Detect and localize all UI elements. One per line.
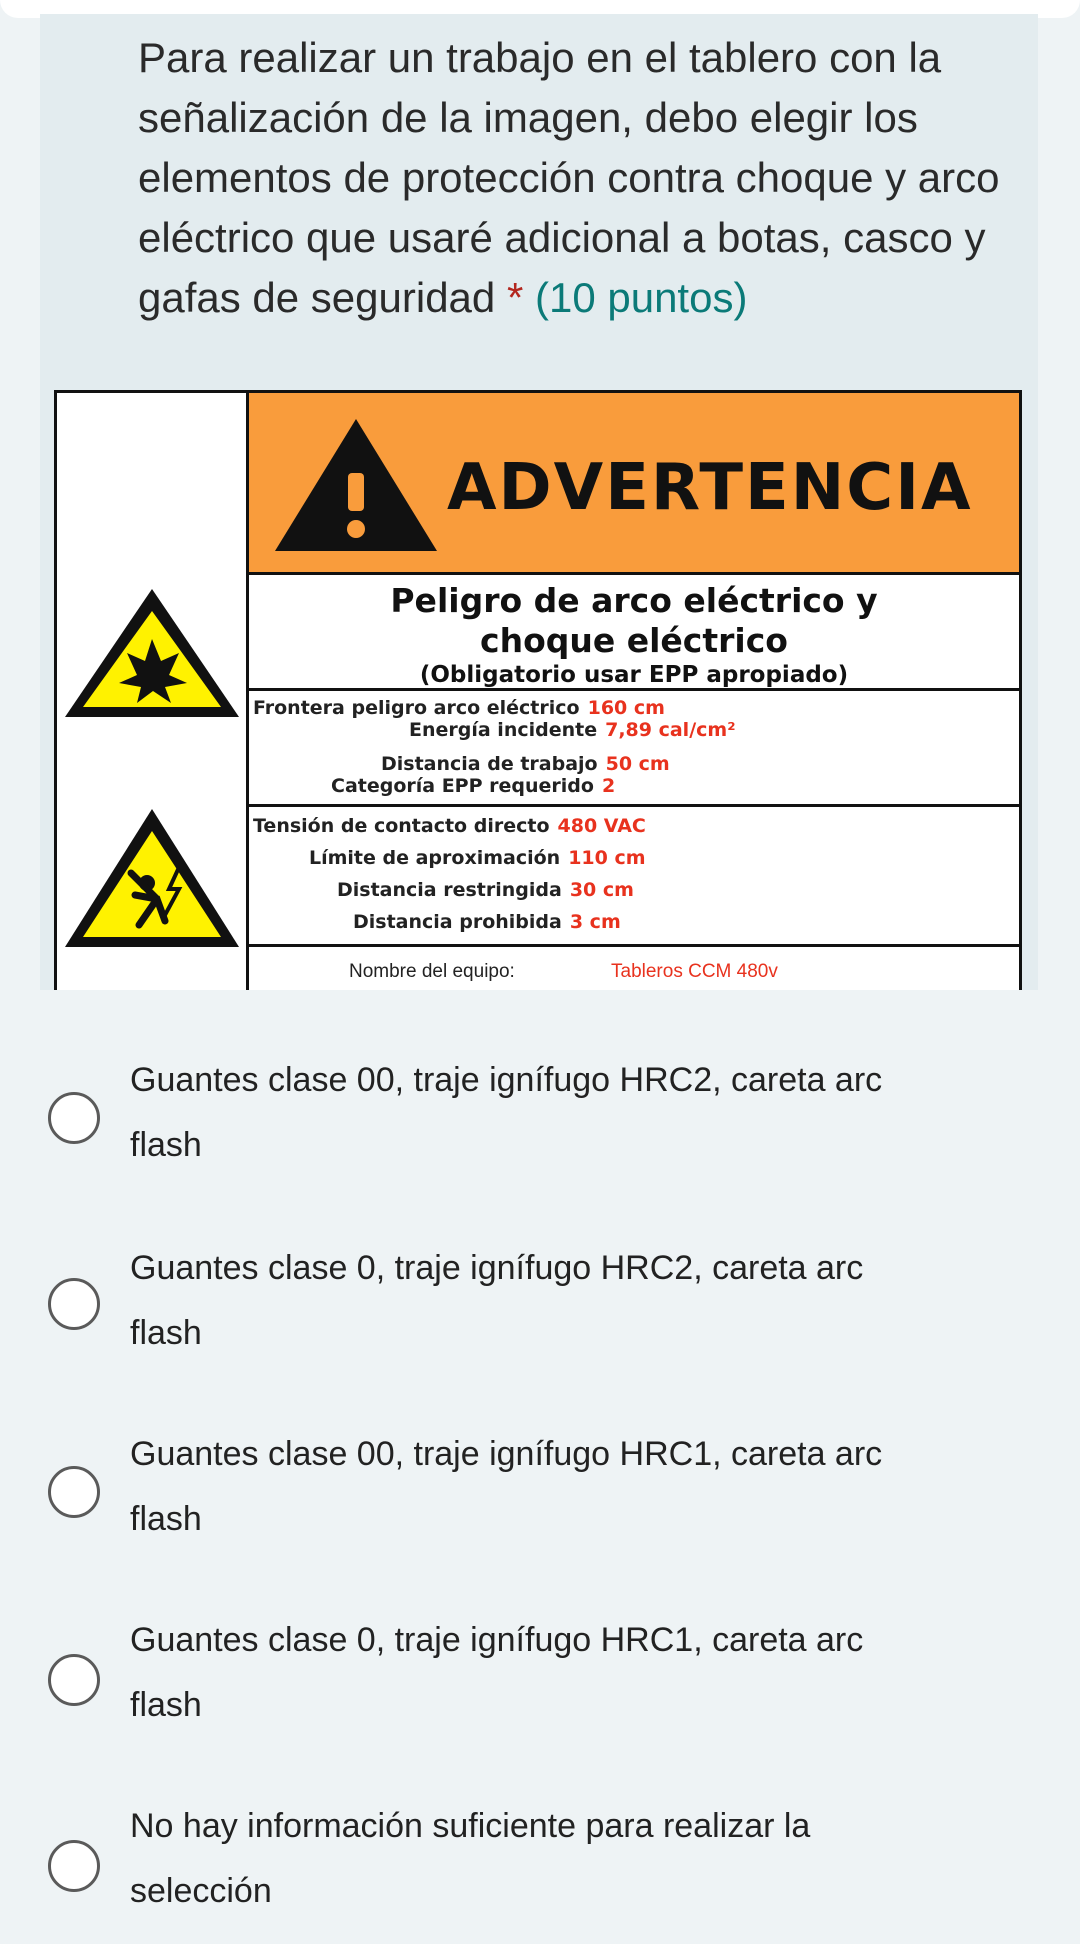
option-label-line2: flash [130, 1314, 202, 1352]
hazard-line-2: choque eléctrico [480, 621, 788, 660]
arc-row-value: 50 cm [605, 753, 670, 775]
arc-row-label: Categoría EPP requerido [331, 775, 594, 797]
shock-row [337, 879, 634, 901]
option-label [130, 1422, 990, 1552]
equipment-name-row [249, 947, 1019, 990]
arc-row-label: Energía incidente [409, 719, 598, 741]
sign-header [249, 393, 1019, 575]
option-3[interactable] [0, 1422, 1080, 1572]
option-label-line2: selección [130, 1872, 272, 1910]
option-label [130, 1608, 990, 1738]
option-1[interactable] [0, 1048, 1080, 1198]
option-label [130, 1236, 990, 1366]
required-mark: * [506, 274, 524, 321]
radio-button[interactable] [48, 1840, 100, 1892]
exclamation-triangle-icon [271, 415, 441, 555]
arc-row-label: Distancia de trabajo [381, 753, 598, 775]
shock-section [249, 807, 1019, 947]
shock-row [353, 911, 621, 933]
option-label-line1: Guantes clase 00, traje ignífugo HRC1, careta arc [130, 1435, 883, 1473]
option-label-line1: Guantes clase 0, traje ignífugo HRC2, careta arc [130, 1249, 864, 1287]
equipment-label: Nombre del equipo: [349, 961, 515, 982]
radio-button[interactable] [48, 1654, 100, 1706]
shock-row-value: 110 cm [568, 847, 646, 869]
option-label-line2: flash [130, 1686, 202, 1724]
option-5[interactable] [0, 1794, 1080, 1944]
arc-flash-section [249, 691, 1019, 807]
option-label-line2: flash [130, 1500, 202, 1538]
arc-row [381, 753, 670, 775]
shock-row-value: 3 cm [569, 911, 621, 933]
question-text: Para realizar un trabajo en el tablero con la señalización de la imagen, debo elegir los elementos de protección contra choque y arco eléctrico que usaré adicional a botas, casco y gafas de seguridad [138, 34, 1000, 321]
option-label-line1: Guantes clase 00, traje ignífugo HRC2, careta arc [130, 1061, 883, 1099]
hazard-line-3: (Obligatorio usar EPP apropiado) [419, 662, 849, 688]
option-label-line1: Guantes clase 0, traje ignífugo HRC1, careta arc [130, 1621, 864, 1659]
shock-row-value: 480 VAC [557, 815, 646, 837]
sign-info-panel [246, 390, 1022, 990]
arc-row-value: 160 cm [587, 697, 665, 719]
shock-row [253, 815, 646, 837]
hazard-line-1: Peligro de arco eléctrico y [390, 581, 878, 620]
question-title [138, 28, 1038, 328]
option-4[interactable] [0, 1608, 1080, 1758]
electric-shock-warning-icon [61, 803, 243, 953]
arc-row [253, 697, 665, 719]
arc-row-value: 7,89 cal/cm² [605, 719, 736, 741]
option-label [130, 1048, 990, 1178]
sign-header-title: ADVERTENCIA [447, 451, 973, 525]
option-2[interactable] [0, 1236, 1080, 1386]
arc-row-label: Frontera peligro arco eléctrico [253, 697, 580, 719]
option-label-line1: No hay información suficiente para realizar la [130, 1807, 811, 1845]
radio-button[interactable] [48, 1092, 100, 1144]
shock-row-label: Distancia restringida [337, 879, 562, 901]
radio-button[interactable] [48, 1466, 100, 1518]
radio-button[interactable] [48, 1278, 100, 1330]
shock-row-label: Tensión de contacto directo [253, 815, 550, 837]
points-label: (10 puntos) [534, 274, 748, 321]
arc-row [331, 775, 615, 797]
arc-row [409, 719, 736, 741]
equipment-value: Tableros CCM 480v [611, 961, 778, 982]
shock-row-value: 30 cm [569, 879, 634, 901]
option-label-line2: flash [130, 1126, 202, 1164]
option-label [130, 1794, 990, 1924]
hazard-statement [249, 575, 1019, 691]
shock-row [309, 847, 646, 869]
arc-row-value: 2 [601, 775, 616, 797]
sign-icon-column [54, 390, 246, 990]
warning-label-image [54, 390, 1022, 990]
shock-row-label: Distancia prohibida [353, 911, 562, 933]
shock-row-label: Límite de aproximación [309, 847, 561, 869]
arc-flash-warning-icon [61, 583, 243, 723]
